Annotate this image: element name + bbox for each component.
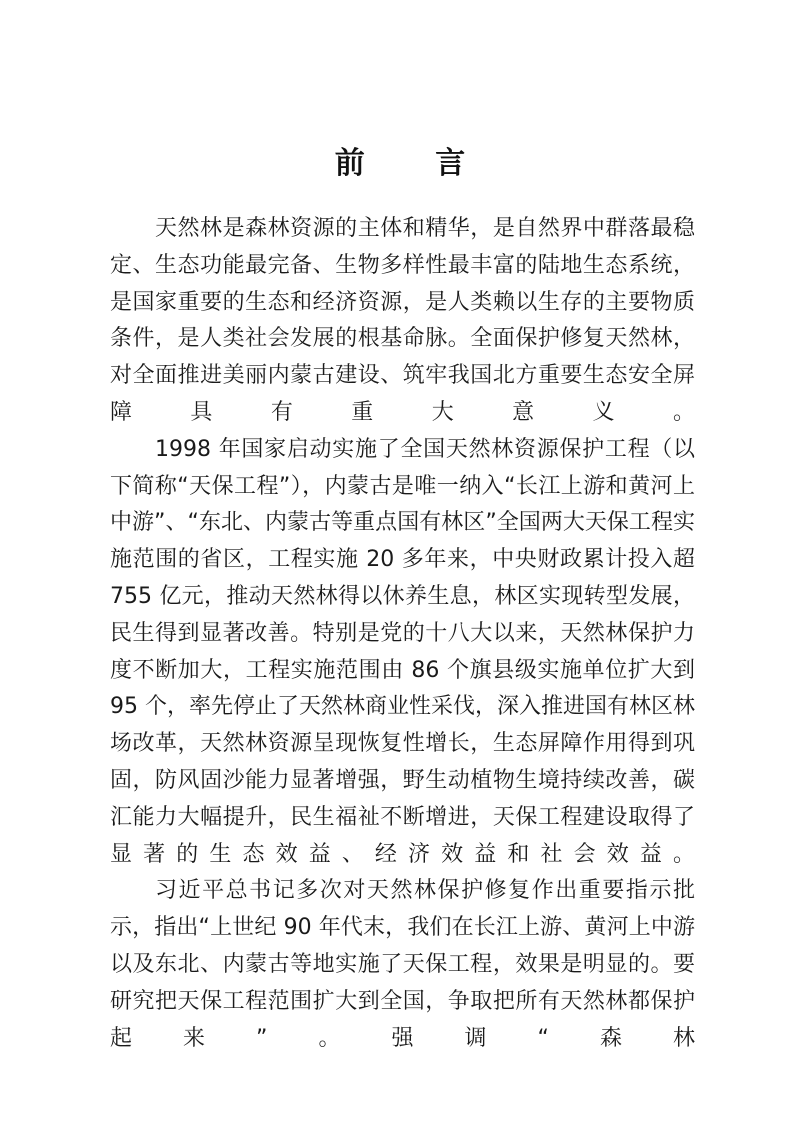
paragraph-3: 习近平总书记多次对天然林保护修复作出重要指示批示，指出“上世纪 90 年代末，我们在长江上游、黄河上中游以及东北、内蒙古等地实施了天保工程，效果是明显的。要研究把天保工程范围扩大到全国，争取把所有天然林都保护起来”。强调“森林 bbox=[110, 878, 695, 1051]
page-title: 前 言 bbox=[334, 146, 496, 181]
paragraph-1: 天然林是森林资源的主体和精华，是自然界中群落最稳定、生态功能最完备、生物多样性最丰富的陆地生态系统，是国家重要的生态和经济资源，是人类赖以生存的主要物质条件，是人类社会发展的根基命脉。全面保护修复天然林，对全面推进美丽内蒙古建设、筑牢我国北方重要生态安全屏障具有重大意义。 bbox=[110, 216, 695, 425]
paragraph-2: 1998 年国家启动实施了全国天然林资源保护工程（以下简称“天保工程”），内蒙古是唯一纳入“长江上游和黄河上中游”、“东北、内蒙古等重点国有林区”全国两大天保工程实施范围的省区，工程实施 20 多年来，中央财政累计投入超 755 亿元，推动天然林得以休养生息，林区实现转型发展，民生得到显著改善。特别是党的十八大以来，天然林保护力度不断加大，工程实施范围由 86 个旗县级实施单位扩大到 95 个，率先停止了天然林商业性采伐，深入推进国有林区林场改革，天然林资源呈现恢复性增长，生态屏障作用得到巩固，防风固沙能力显著增强，野生动植物生境持续改善，碳汇能力大幅提升，民生福祉不断增进，天保工程建设取得了显著的生态效益、经济效益和社会效益。 bbox=[110, 436, 695, 867]
document-body bbox=[110, 211, 695, 1057]
